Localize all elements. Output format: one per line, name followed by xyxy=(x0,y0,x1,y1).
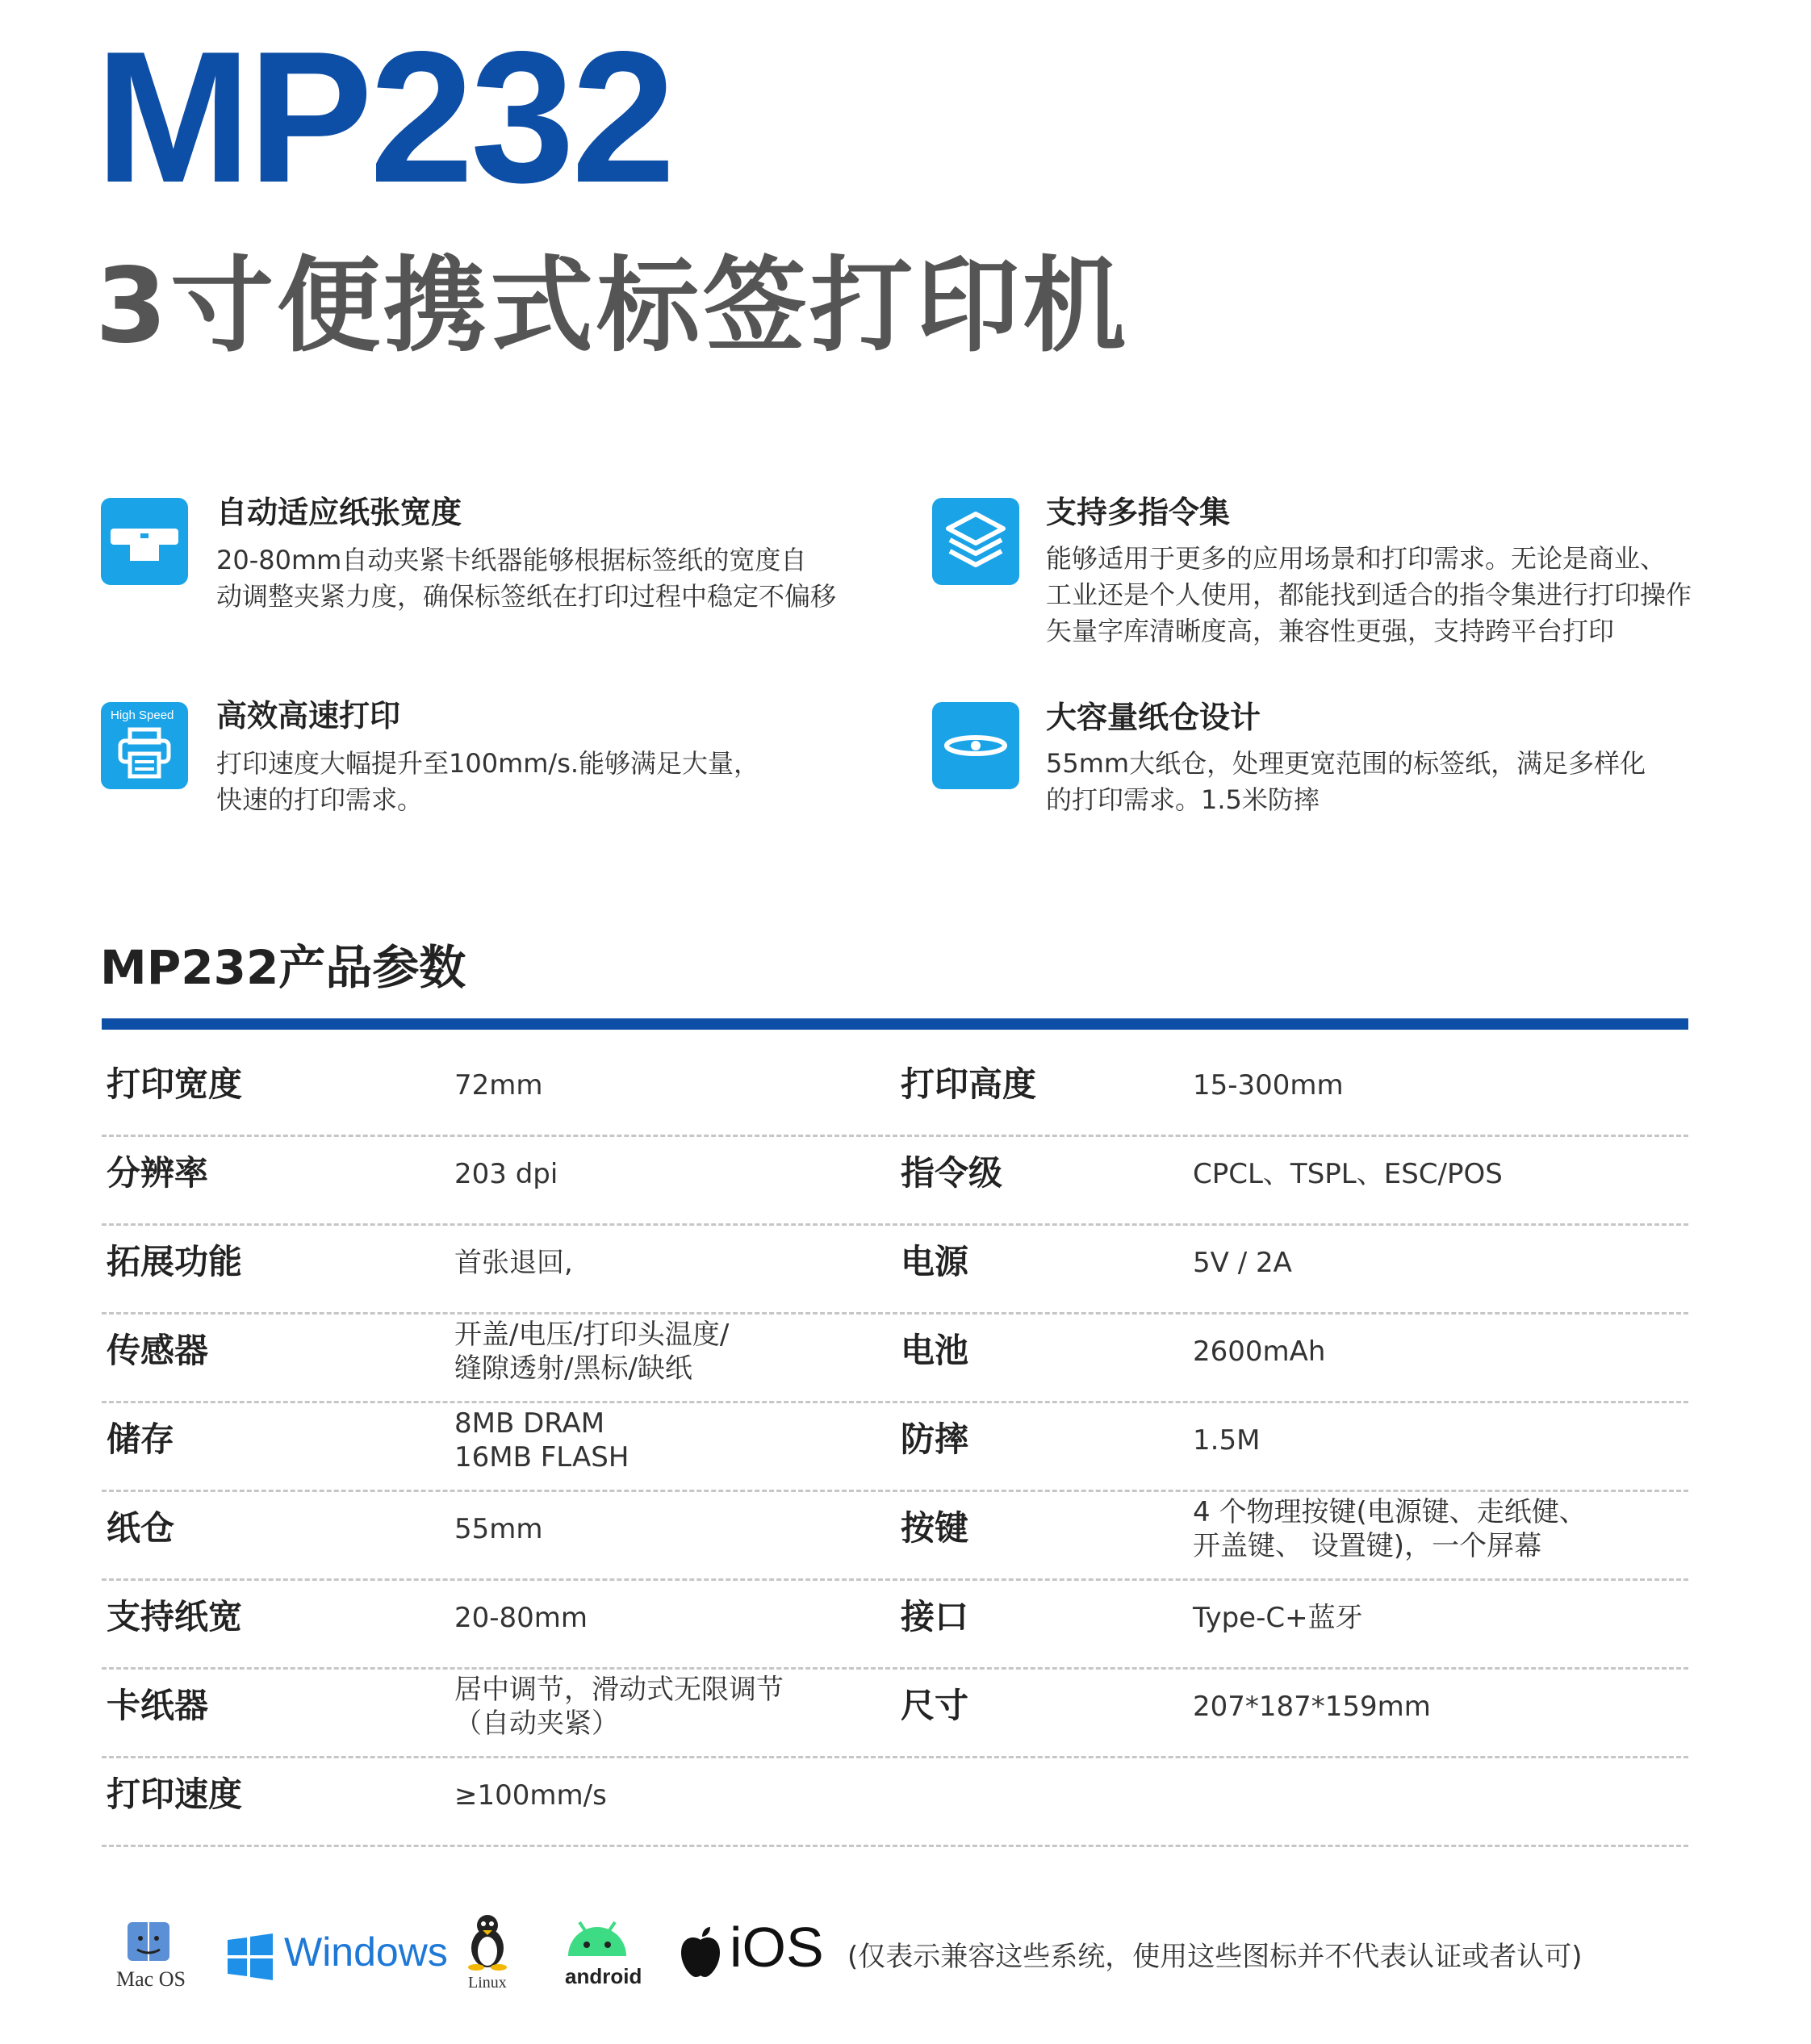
spec-label: 尺寸 xyxy=(901,1686,969,1725)
spec-value-line: 5V / 2A xyxy=(1193,1247,1292,1279)
feature-description xyxy=(1046,541,1692,650)
spec-label: 传感器 xyxy=(107,1331,209,1370)
row-divider xyxy=(102,1756,1688,1758)
feature-line: 能够适用于更多的应用场景和打印需求。无论是商业、 xyxy=(1046,543,1667,574)
spec-value-line: 72mm xyxy=(454,1069,543,1101)
feature-title: 自动适应纸张宽度 xyxy=(216,495,462,530)
feature-line: 打印速度大幅提升至100mm/s.能够满足大量， xyxy=(216,748,760,779)
compatibility-disclaimer: (仅表示兼容这些系统，使用这些图标并不代表认证或者认可) xyxy=(847,1941,1583,1973)
android-label: android xyxy=(565,1964,642,1988)
spec-value-line: 55mm xyxy=(454,1513,543,1545)
spec-value-line: （自动夹紧） xyxy=(454,1708,619,1740)
feature-line: 动调整夹紧力度，确保标签纸在打印过程中稳定不偏移 xyxy=(216,581,837,612)
spec-label: 接口 xyxy=(901,1597,969,1636)
spec-value-line: 207*187*159mm xyxy=(1193,1691,1431,1723)
feature-description xyxy=(216,542,836,615)
spec-value-line: Type-C+蓝牙 xyxy=(1193,1602,1363,1634)
mac-os-icon xyxy=(126,1921,171,1962)
layers-icon xyxy=(932,498,1019,585)
spec-value xyxy=(454,1318,729,1386)
spec-value-line: 4 个物理按键(电源键、走纸健、 xyxy=(1193,1496,1587,1528)
spec-label: 打印速度 xyxy=(107,1774,243,1814)
mac-os-logo xyxy=(113,1921,186,1993)
spec-value xyxy=(454,1779,607,1812)
feature-title: 大容量纸仓设计 xyxy=(1046,700,1261,735)
spec-value xyxy=(454,1246,573,1280)
linux-logo xyxy=(460,1912,517,1993)
feature-line: 矢量字库清晰度高，兼容性更强，支持跨平台打印 xyxy=(1046,616,1615,646)
spec-value-line: 203 dpi xyxy=(454,1158,558,1190)
linux-label: Linux xyxy=(468,1974,507,1992)
spec-value-line: 首张退回, xyxy=(454,1247,573,1279)
printer-icon xyxy=(101,702,188,789)
spec-value-line: 缝隙透射/黑标/缺纸 xyxy=(454,1352,692,1385)
row-divider xyxy=(102,1578,1688,1581)
row-divider xyxy=(102,1135,1688,1137)
spec-label: 电池 xyxy=(901,1331,969,1370)
spec-header-bar xyxy=(102,1018,1688,1030)
row-divider xyxy=(102,1845,1688,1847)
spec-value xyxy=(454,1601,588,1635)
feature-line: 快速的打印需求。 xyxy=(216,784,424,815)
spec-value-line: 居中调节，滑动式无限调节 xyxy=(454,1674,784,1706)
android-icon xyxy=(565,1919,629,1959)
feature-line: 工业还是个人使用，都能找到适合的指令集进行打印操作 xyxy=(1046,579,1692,610)
apple-icon xyxy=(678,1925,723,1979)
linux-icon xyxy=(465,1912,510,1971)
spec-value xyxy=(1193,1068,1344,1102)
spec-label: 分辨率 xyxy=(107,1153,209,1193)
spec-value xyxy=(1193,1335,1325,1369)
spec-value xyxy=(454,1068,543,1102)
windows-logo xyxy=(226,1929,460,1985)
feature-description xyxy=(216,746,759,818)
feature-description xyxy=(1046,746,1646,818)
spec-label: 卡纸器 xyxy=(107,1686,209,1725)
feature-line: 20-80mm自动夹紧卡纸器能够根据标签纸的宽度自 xyxy=(216,545,807,575)
spec-value-line: 2600mAh xyxy=(1193,1335,1326,1368)
spec-label: 打印高度 xyxy=(901,1064,1037,1104)
spec-value-line: ≥100mm/s xyxy=(454,1779,607,1812)
feature-line: 55mm大纸仓，处理更宽范围的标签纸，满足多样化 xyxy=(1046,748,1646,779)
feature-title: 高效高速打印 xyxy=(216,698,401,734)
spec-value xyxy=(454,1157,558,1191)
spec-value xyxy=(1193,1601,1363,1635)
row-divider xyxy=(102,1223,1688,1226)
spec-value xyxy=(1193,1495,1587,1563)
spec-heading: MP232产品参数 xyxy=(100,940,466,995)
spec-value xyxy=(454,1512,543,1546)
feature-line: 的打印需求。1.5米防摔 xyxy=(1046,784,1320,815)
paper-width-icon xyxy=(101,498,188,585)
spec-value xyxy=(1193,1157,1503,1191)
mac-os-label: Mac OS xyxy=(116,1967,186,1991)
ios-logo xyxy=(678,1916,839,1987)
spec-value-line: 开盖键、 设置键)，一个屏幕 xyxy=(1193,1530,1542,1562)
spec-value-line: 16MB FLASH xyxy=(454,1441,629,1473)
row-divider xyxy=(102,1312,1688,1315)
high-speed-label: High Speed xyxy=(111,709,174,722)
spec-value xyxy=(454,1673,784,1741)
spec-value-line: 20-80mm xyxy=(454,1602,588,1634)
spec-value-line: 开盖/电压/打印头温度/ xyxy=(454,1319,730,1351)
product-model: MP232 xyxy=(95,13,673,222)
spec-label: 拓展功能 xyxy=(107,1242,243,1281)
spec-value xyxy=(1193,1423,1260,1457)
product-subtitle: 3寸便携式标签打印机 xyxy=(95,246,1130,366)
spec-label: 防摔 xyxy=(901,1419,969,1459)
spec-label: 储存 xyxy=(107,1419,175,1459)
windows-label: Windows xyxy=(284,1929,448,1975)
row-divider xyxy=(102,1401,1688,1403)
paper-roll-icon xyxy=(932,702,1019,789)
spec-label: 按键 xyxy=(901,1508,969,1548)
spec-value xyxy=(1193,1690,1431,1724)
spec-value-line: CPCL、TSPL、ESC/POS xyxy=(1193,1158,1503,1190)
spec-value-line: 1.5M xyxy=(1193,1424,1261,1457)
ios-label: iOS xyxy=(730,1916,824,1979)
spec-label: 电源 xyxy=(901,1242,969,1281)
feature-title: 支持多指令集 xyxy=(1046,495,1231,530)
spec-label: 纸仓 xyxy=(107,1508,175,1548)
spec-label: 指令级 xyxy=(901,1153,1003,1193)
android-logo xyxy=(557,1919,642,1993)
spec-value xyxy=(1193,1246,1292,1280)
row-divider xyxy=(102,1490,1688,1492)
spec-value-line: 8MB DRAM xyxy=(454,1407,605,1440)
windows-icon xyxy=(226,1932,274,1980)
spec-value-line: 15-300mm xyxy=(1193,1069,1344,1101)
row-divider xyxy=(102,1667,1688,1670)
spec-label: 打印宽度 xyxy=(107,1064,243,1104)
spec-label: 支持纸宽 xyxy=(107,1597,243,1636)
spec-value xyxy=(454,1407,629,1474)
